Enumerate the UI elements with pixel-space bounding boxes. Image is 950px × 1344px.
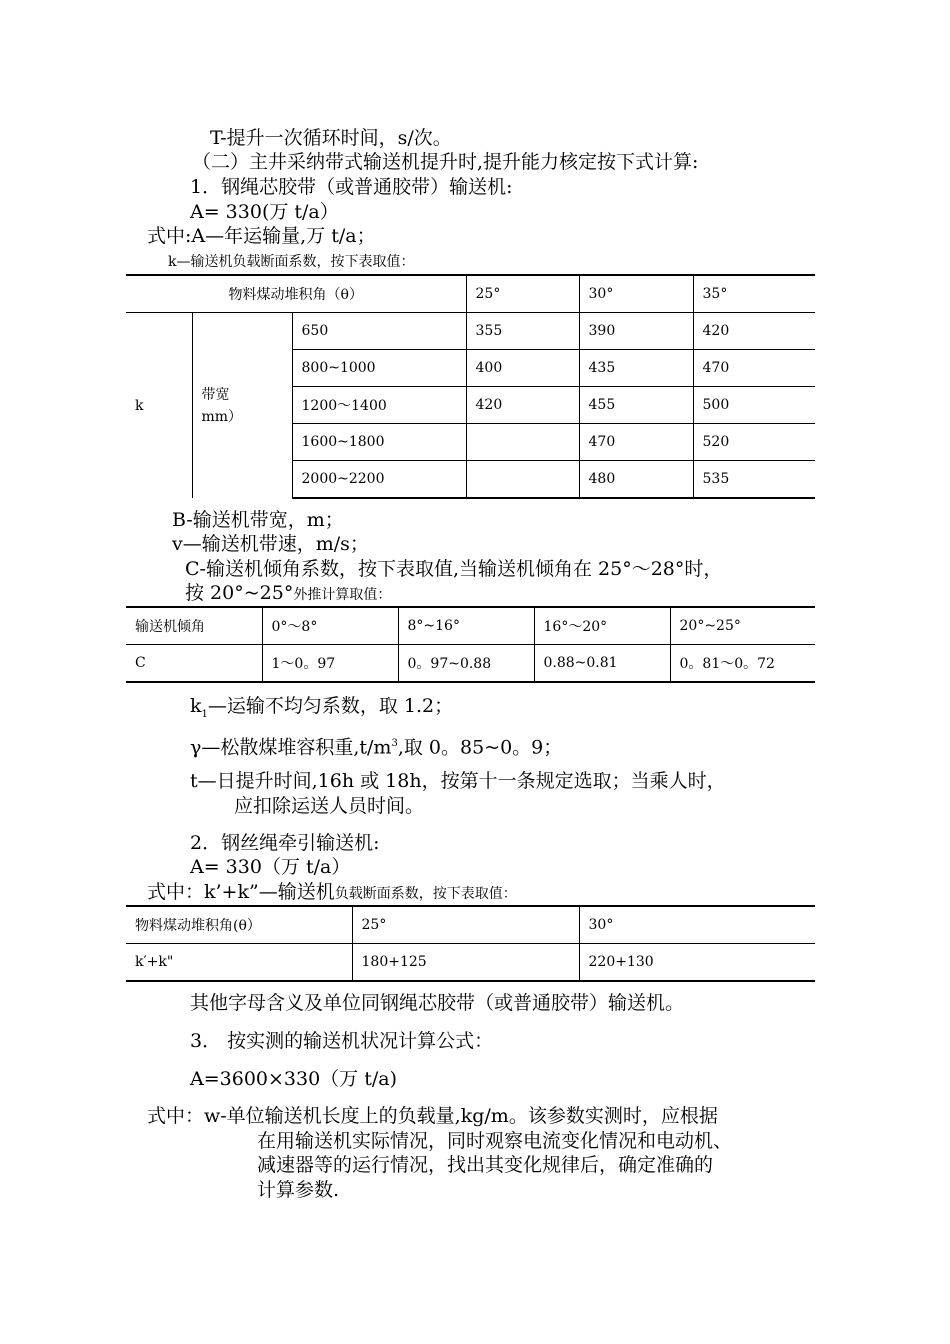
group-label-belt-width [192,313,292,499]
text-t-definition-cont: 应扣除运送人员时间。 [234,795,425,817]
section-heading-2: （二）主井采纳带式输送机提升时,提升能力核定按下式计算: [192,151,699,173]
table-cell: 480 [579,461,693,499]
table-cell [466,424,579,461]
table-header-cell: 35° [693,275,815,313]
table-cell: 220+130 [579,944,815,982]
table-cell: 0。97~0.88 [398,645,534,683]
table-cell: 470 [693,350,815,387]
table-cell: 390 [579,313,693,350]
text-w-definition: 式中：w-单位输送机长度上的负载量,kg/m。该参数实测时，应根据 [147,1105,718,1127]
group-label-line: mm） [201,408,243,425]
text-t-definition: t—日提升时间,16h 或 18h，按第十一条规定选取；当乘人时， [190,770,726,792]
text-w-definition-cont-2: 减速器等的运行情况，找出其变化规律后，确定准确的 [257,1154,714,1176]
table-row [126,906,815,944]
table-header-cell: 输送机倾角 [126,607,262,645]
table-cell: 1600~1800 [292,424,466,461]
text-T-definition: T-提升一次循环时间，s/次。 [210,127,452,149]
text-w-definition-cont-1: 在用输送机实际情况，同时观察电流变化情况和电动机、 [257,1130,733,1152]
table-inclination-coefficient [126,606,815,683]
table-cell: 420 [466,387,579,424]
subsection-heading-3: 3． 按实测的输送机状况计算公式： [190,1030,494,1052]
table-header-cell: 物料煤动堆积角（θ） [126,275,466,313]
table-cell: 1～0。97 [262,645,398,683]
table-cell: 435 [579,350,693,387]
text-segment: 按 20°~25° [185,582,294,604]
table-cell: 0.88~0.81 [534,645,670,683]
text-C-definition: C-输送机倾角系数，按下表取值,当输送机倾角在 25°～28°时， [185,558,723,580]
text-v-definition: v—输送机带速，m/s； [172,533,369,555]
text-segment: 式中：k’+k”—输送机 [147,881,335,903]
table-row [126,607,815,645]
text-segment: k [190,695,202,717]
text-segment: 外推计算取值： [293,587,392,603]
table-cell: 0。81～0。72 [670,645,815,683]
table-row [126,275,815,313]
table-row [126,313,815,350]
table-cell: k′+k" [126,944,352,982]
table-header-cell: 30° [579,275,693,313]
text-B-definition: B-输送机带宽，m； [172,509,344,531]
text-A-definition: 式中:A—年运输量,万 t/a； [147,225,376,247]
text-k1-definition [190,694,453,727]
table-header-cell: 20°~25° [670,607,815,645]
table-header-cell: 25° [466,275,579,313]
formula-2: A= 330（万 t/a） [190,856,351,878]
table-cell: 470 [579,424,693,461]
table-cell: 420 [693,313,815,350]
table-cell: C [126,645,262,683]
formula-1: A= 330(万 t/a） [190,201,339,223]
table-header-cell: 25° [352,906,579,944]
table-cell: 500 [693,387,815,424]
text-segment: 负载断面系数，按下表取值： [334,886,517,902]
table-header-cell: 0°～8° [262,607,398,645]
formula-3: A=3600×330（万 t/a) [190,1068,397,1090]
table-cell: 1200～1400 [292,387,466,424]
table-cell: 180+125 [352,944,579,982]
text-segment: ,取 0。85~0。9； [397,736,563,759]
table-cell: 520 [693,424,815,461]
table-header-cell: 16°～20° [534,607,670,645]
table-cell: 650 [292,313,466,350]
table-header-cell: 物料煤动堆积角(θ） [126,906,352,944]
text-w-definition-cont-3: 计算参数. [257,1179,340,1201]
table-cell: 455 [579,387,693,424]
subsection-heading-1: 1．钢绳芯胶带（或普通胶带）输送机: [190,176,513,198]
table-load-coefficient [126,274,815,499]
text-k-definition: k—输送机负载断面系数，按下表取值： [168,254,415,270]
table-row [126,944,815,982]
text-segment: γ—松散煤堆容积重,t/m [190,736,392,759]
text-other-letters: 其他字母含义及单位同钢绳芯胶带（或普通胶带）输送机。 [190,992,685,1014]
subscript: 1 [201,708,208,720]
subsection-heading-2: 2．钢丝绳牵引输送机: [190,832,380,854]
row-label-k: k [135,397,144,414]
group-label-line: 带宽 [201,386,230,403]
table-cell: 355 [466,313,579,350]
text-segment: —运输不均匀系数，取 1.2； [207,695,454,717]
table-cell: 400 [466,350,579,387]
table-cell: 535 [693,461,815,499]
superscript: 3 [391,738,398,749]
table-rope-load-coefficient [126,905,815,982]
text-C-extrapolation [185,581,391,607]
text-gamma-definition [190,732,562,759]
table-cell [466,461,579,499]
table-cell: 2000~2200 [292,461,466,499]
table-cell: 800~1000 [292,350,466,387]
table-header-cell: 30° [579,906,815,944]
table-header-cell: 8°~16° [398,607,534,645]
table-row [126,645,815,683]
text-k-prime-definition [147,880,517,906]
